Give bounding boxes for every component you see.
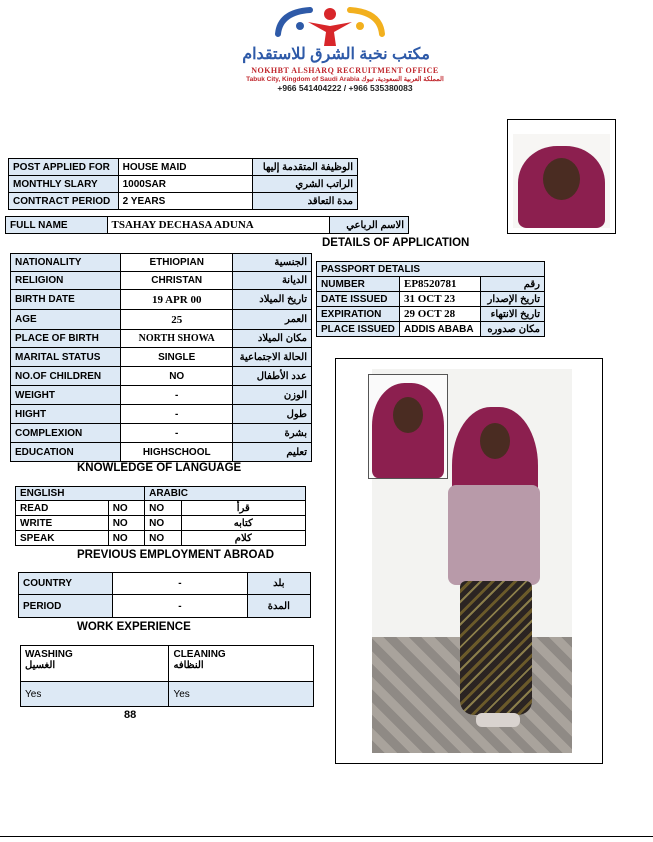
country-label-ar: بلد [247, 573, 310, 595]
full-name-label-ar: الاسم الرباعي [329, 217, 408, 234]
table-row [9, 159, 358, 176]
table-row [11, 290, 312, 310]
issue-place-label-ar: مكان صدوره [481, 322, 545, 337]
nationality-label: NATIONALITY [11, 254, 121, 272]
read-english: NO [108, 501, 144, 516]
table-row [9, 193, 358, 210]
complexion-label: COMPLEXION [11, 424, 121, 443]
passport-title: PASSPORT DETALIS [317, 262, 545, 277]
table-row [317, 322, 545, 337]
full-name-label: FULL NAME [6, 217, 108, 234]
company-name-english: NOKHBT ALSHARQ RECRUITMENT OFFICE [251, 66, 439, 75]
height-value: - [121, 405, 233, 424]
company-name-arabic: مكتب نخبة الشرق للاستقدام [242, 46, 430, 63]
children-label-ar: عدد الأطفال [233, 367, 312, 386]
post-value: HOUSE MAID [118, 159, 253, 176]
passport-number-label-ar: رقم [481, 277, 545, 292]
col-english: ENGLISH [16, 487, 145, 501]
age-label-ar: العمر [233, 310, 312, 330]
table-row [317, 307, 545, 322]
table-row [11, 367, 312, 386]
table-row [11, 272, 312, 290]
logo-figures-icon [270, 4, 390, 48]
inset-photo [368, 374, 448, 479]
birth-date-label: BIRTH DATE [11, 290, 121, 310]
marital-label-ar: الحالة الاجتماعية [233, 348, 312, 367]
issue-date-label: DATE ISSUED [317, 292, 400, 307]
cleaning-label: CLEANING [173, 649, 226, 660]
table-row [21, 682, 314, 707]
marital-label: MARITAL STATUS [11, 348, 121, 367]
work-table [20, 645, 314, 707]
nationality-value: ETHIOPIAN [121, 254, 233, 272]
company-phones: +966 541404222 / +966 535380083 [277, 83, 413, 93]
table-row [317, 292, 545, 307]
age-label: AGE [11, 310, 121, 330]
passport-table [316, 261, 545, 337]
weight-label: WEIGHT [11, 386, 121, 405]
passport-number-value: EP8520781 [400, 277, 481, 292]
employment-table [18, 572, 311, 618]
company-address: Tabuk City, Kingdom of Saudi Arabia المملكة العربية السعودية، تبوك [246, 76, 444, 83]
issue-place-label: PLACE ISSUED [317, 322, 400, 337]
issue-place-value: ADDIS ABABA [400, 322, 481, 337]
children-value: NO [121, 367, 233, 386]
read-arabic: NO [145, 501, 181, 516]
portrait-photo [507, 119, 616, 234]
salary-value: 1000SAR [118, 176, 253, 193]
read-label-ar: قرأ [181, 501, 306, 516]
contract-label: CONTRACT PERIOD [9, 193, 119, 210]
table-row [11, 330, 312, 348]
work-title: WORK EXPERIENCE [77, 621, 191, 633]
birth-place-label: PLACE OF BIRTH [11, 330, 121, 348]
complexion-value: - [121, 424, 233, 443]
table-row [11, 443, 312, 462]
table-row [16, 487, 306, 501]
education-label: EDUCATION [11, 443, 121, 462]
full-body-photo [335, 358, 603, 764]
table-row [11, 310, 312, 330]
personal-table [10, 253, 312, 462]
speak-english: NO [108, 531, 144, 546]
language-table [15, 486, 306, 546]
table-row [16, 501, 306, 516]
speak-label: SPEAK [16, 531, 109, 546]
country-label: COUNTRY [19, 573, 113, 595]
height-label-ar: طول [233, 405, 312, 424]
expiration-value: 29 OCT 28 [400, 307, 481, 322]
col-arabic: ARABIC [145, 487, 306, 501]
birth-place-value: NORTH SHOWA [121, 330, 233, 348]
write-label: WRITE [16, 516, 109, 531]
washing-cell [21, 646, 169, 682]
weight-label-ar: الوزن [233, 386, 312, 405]
reference-number: 88 [124, 709, 137, 721]
expiration-label-ar: تاريخ الانتهاء [481, 307, 545, 322]
employment-title: PREVIOUS EMPLOYMENT ABROAD [77, 549, 275, 561]
salary-label-ar: الراتب الشري [253, 176, 358, 193]
speak-label-ar: كلام [181, 531, 306, 546]
children-label: NO.OF CHILDREN [11, 367, 121, 386]
full-name-table [5, 216, 409, 234]
table-row [9, 176, 358, 193]
contract-label-ar: مدة التعاقد [253, 193, 358, 210]
write-english: NO [108, 516, 144, 531]
education-label-ar: تعليم [233, 443, 312, 462]
details-title: DETAILS OF APPLICATION [322, 237, 470, 249]
age-value: 25 [121, 310, 233, 330]
complexion-label-ar: بشرة [233, 424, 312, 443]
table-row [11, 254, 312, 272]
washing-label-ar: الغسيل [25, 660, 56, 671]
religion-label: RELIGION [11, 272, 121, 290]
washing-label: WASHING [25, 649, 73, 660]
religion-value: CHRISTAN [121, 272, 233, 290]
table-row [19, 595, 311, 618]
nationality-label-ar: الجنسية [233, 254, 312, 272]
birth-place-label-ar: مكان الميلاد [233, 330, 312, 348]
language-title: KNOWLEDGE OF LANGUAGE [77, 462, 242, 474]
table-row [317, 277, 545, 292]
post-table [8, 158, 358, 210]
write-arabic: NO [145, 516, 181, 531]
table-row [6, 217, 409, 234]
read-label: READ [16, 501, 109, 516]
table-row [16, 516, 306, 531]
washing-value: Yes [21, 682, 169, 707]
cleaning-label-ar: النظافه [173, 660, 204, 671]
birth-date-label-ar: تاريخ الميلاد [233, 290, 312, 310]
speak-arabic: NO [145, 531, 181, 546]
table-row [16, 531, 306, 546]
religion-label-ar: الديانة [233, 272, 312, 290]
table-row [317, 262, 545, 277]
period-value: - [113, 595, 247, 618]
cleaning-value: Yes [169, 682, 314, 707]
cleaning-cell [169, 646, 314, 682]
marital-value: SINGLE [121, 348, 233, 367]
table-row [19, 573, 311, 595]
weight-value: - [121, 386, 233, 405]
issue-date-value: 31 OCT 23 [400, 292, 481, 307]
company-logo [270, 4, 390, 48]
issue-date-label-ar: تاريخ الإصدار [481, 292, 545, 307]
education-value: HIGHSCHOOL [121, 443, 233, 462]
salary-label: MONTHLY SLARY [9, 176, 119, 193]
height-label: HIGHT [11, 405, 121, 424]
bottom-rule [0, 836, 653, 837]
table-row [11, 386, 312, 405]
table-row [11, 405, 312, 424]
full-name-value: TSAHAY DECHASA ADUNA [107, 217, 329, 234]
country-value: - [113, 573, 247, 595]
write-label-ar: كتابه [181, 516, 306, 531]
birth-date-value: 19 APR 00 [121, 290, 233, 310]
table-row [11, 424, 312, 443]
contract-value: 2 YEARS [118, 193, 253, 210]
expiration-label: EXPIRATION [317, 307, 400, 322]
table-row [11, 348, 312, 367]
post-label: POST APPLIED FOR [9, 159, 119, 176]
period-label: PERIOD [19, 595, 113, 618]
period-label-ar: المدة [247, 595, 310, 618]
post-label-ar: الوظيفة المتقدمة إليها [253, 159, 358, 176]
table-row [21, 646, 314, 682]
passport-number-label: NUMBER [317, 277, 400, 292]
